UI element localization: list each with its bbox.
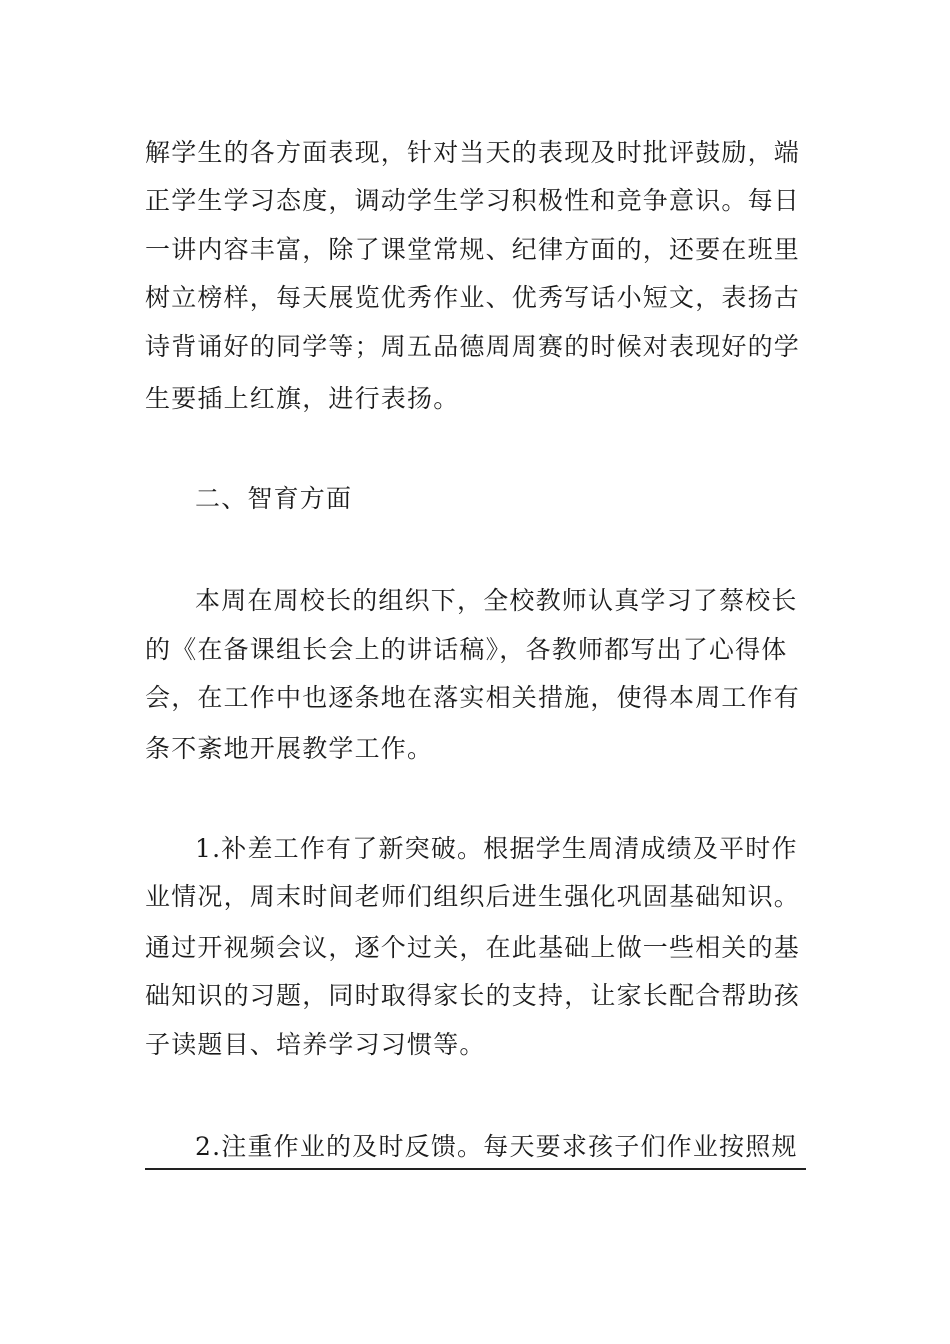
paragraph-line: 生要插上红旗，进行表扬。 (145, 384, 460, 413)
paragraph-line: 会，在工作中也逐条地在落实相关措施，使得本周工作有 (145, 683, 801, 712)
paragraph-line: 业情况，周末时间老师们组织后进生强化巩固基础知识。 (145, 882, 801, 911)
numbered-item-line: 1.补差工作有了新突破。根据学生周清成绩及平时作 (195, 834, 798, 863)
paragraph-line: 正学生学习态度，调动学生学习积极性和竞争意识。每日 (145, 186, 801, 215)
paragraph-line: 的《在备课组长会上的讲话稿》，各教师都写出了心得体 (145, 635, 788, 664)
paragraph-line: 条不紊地开展教学工作。 (145, 734, 434, 763)
paragraph-line: 本周在周校长的组织下，全校教师认真学习了蔡校长 (195, 586, 798, 615)
paragraph-line: 解学生的各方面表现，针对当天的表现及时批评鼓励，端 (145, 138, 801, 167)
numbered-item-line: 2.注重作业的及时反馈。每天要求孩子们作业按照规 (195, 1132, 798, 1161)
paragraph-line: 树立榜样，每天展览优秀作业、优秀写话小短文，表扬古 (145, 283, 801, 312)
paragraph-line: 诗背诵好的同学等；周五品德周周赛的时候对表现好的学 (145, 332, 801, 361)
paragraph-line: 一讲内容丰富，除了课堂常规、纪律方面的，还要在班里 (145, 235, 801, 264)
paragraph-line: 通过开视频会议，逐个过关，在此基础上做一些相关的基 (145, 933, 801, 962)
paragraph-line: 子读题目、培养学习习惯等。 (145, 1030, 486, 1059)
footer-divider (145, 1168, 806, 1170)
section-heading: 二、智育方面 (195, 484, 353, 513)
paragraph-line: 础知识的习题，同时取得家长的支持，让家长配合帮助孩 (145, 981, 801, 1010)
